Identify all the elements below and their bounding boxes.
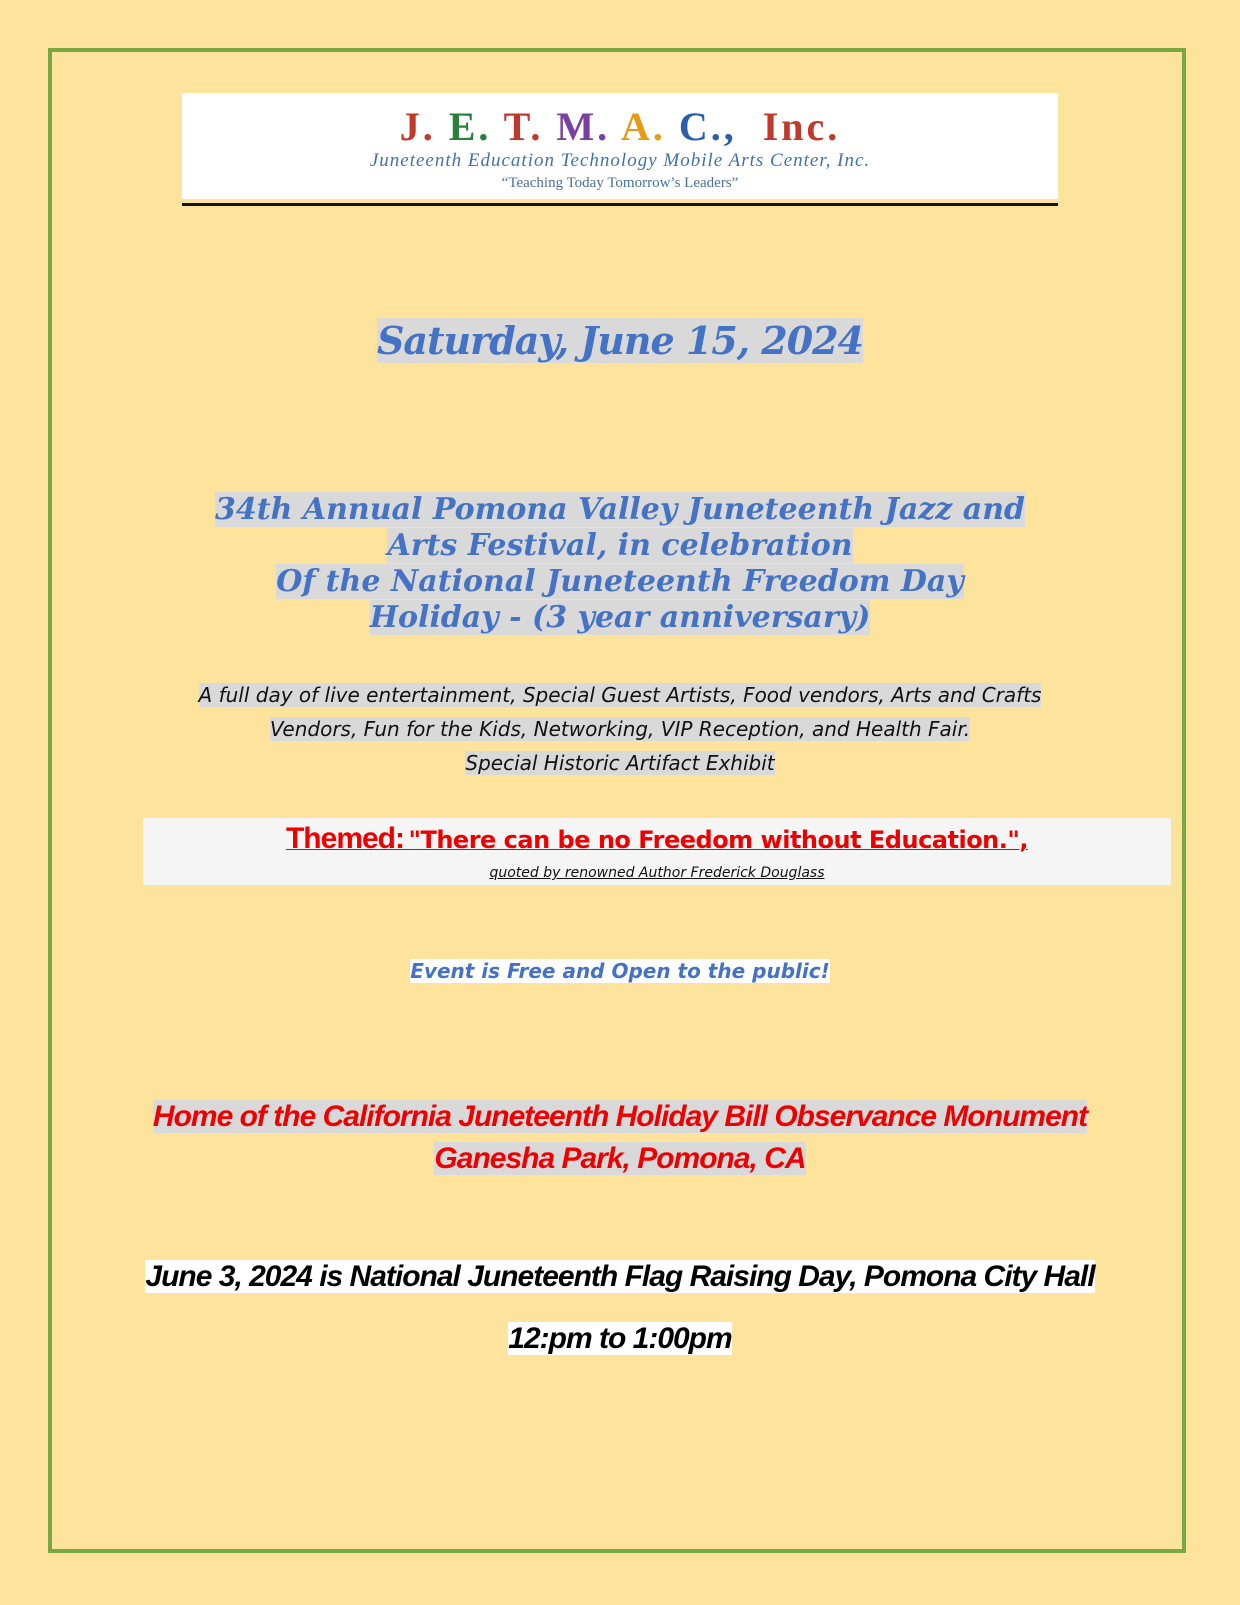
- logo-letter-m: M.: [556, 104, 611, 149]
- venue-line: Home of the California Juneteenth Holiday Bill Observance Monument: [152, 1100, 1088, 1133]
- event-title-line: Of the National Juneteenth Freedom Day: [276, 564, 964, 599]
- event-title-line: Arts Festival, in celebration: [387, 528, 853, 563]
- logo-letter-c: C.,: [678, 104, 737, 149]
- logo-letter-a: A.: [620, 104, 666, 149]
- logo-letter-t: T.: [503, 104, 544, 149]
- event-description: [120, 678, 1120, 780]
- theme-heading: [143, 820, 1171, 863]
- theme-quote: "There can be no Freedom without Education.",: [408, 826, 1028, 854]
- logo-tagline: “Teaching Today Tomorrow’s Leaders”: [501, 175, 739, 191]
- organization-logo: [182, 93, 1058, 199]
- event-date: Saturday, June 15, 2024: [376, 318, 864, 363]
- flag-raising-time: 12:pm to 1:00pm: [508, 1322, 732, 1355]
- flag-raising-line: June 3, 2024 is National Juneteenth Flag Raising Day, Pomona City Hall: [145, 1260, 1095, 1293]
- theme-attribution: quoted by renowned Author Frederick Douglass: [489, 865, 825, 881]
- logo-letter-j: J.: [399, 104, 436, 149]
- description-line: Special Historic Artifact Exhibit: [465, 751, 775, 775]
- event-title-line: Holiday - (3 year anniversary): [369, 600, 871, 635]
- description-line: Vendors, Fun for the Kids, Networking, VIP Reception, and Health Fair.: [269, 717, 971, 741]
- description-line: A full day of live entertainment, Special Guest Artists, Food vendors, Arts and Crafts: [198, 683, 1042, 707]
- event-title: [120, 492, 1120, 636]
- theme-section: [143, 818, 1171, 885]
- event-date-block: [120, 313, 1120, 369]
- logo-letter-e: E.: [448, 104, 492, 149]
- free-admission-block: [120, 955, 1120, 987]
- flag-raising-block: [100, 1246, 1140, 1370]
- venue-line: Ganesha Park, Pomona, CA: [434, 1142, 806, 1175]
- venue-block: [120, 1096, 1120, 1180]
- logo-divider: [182, 203, 1058, 206]
- logo-subtitle: Juneteenth Education Technology Mobile Arts Center, Inc.: [369, 150, 871, 171]
- logo-title: [182, 105, 1058, 149]
- theme-label: Themed:: [285, 822, 404, 855]
- event-title-line: 34th Annual Pomona Valley Juneteenth Jazz and: [214, 492, 1025, 527]
- logo-inc: Inc.: [762, 104, 841, 149]
- free-admission-text: Event is Free and Open to the public!: [410, 959, 830, 983]
